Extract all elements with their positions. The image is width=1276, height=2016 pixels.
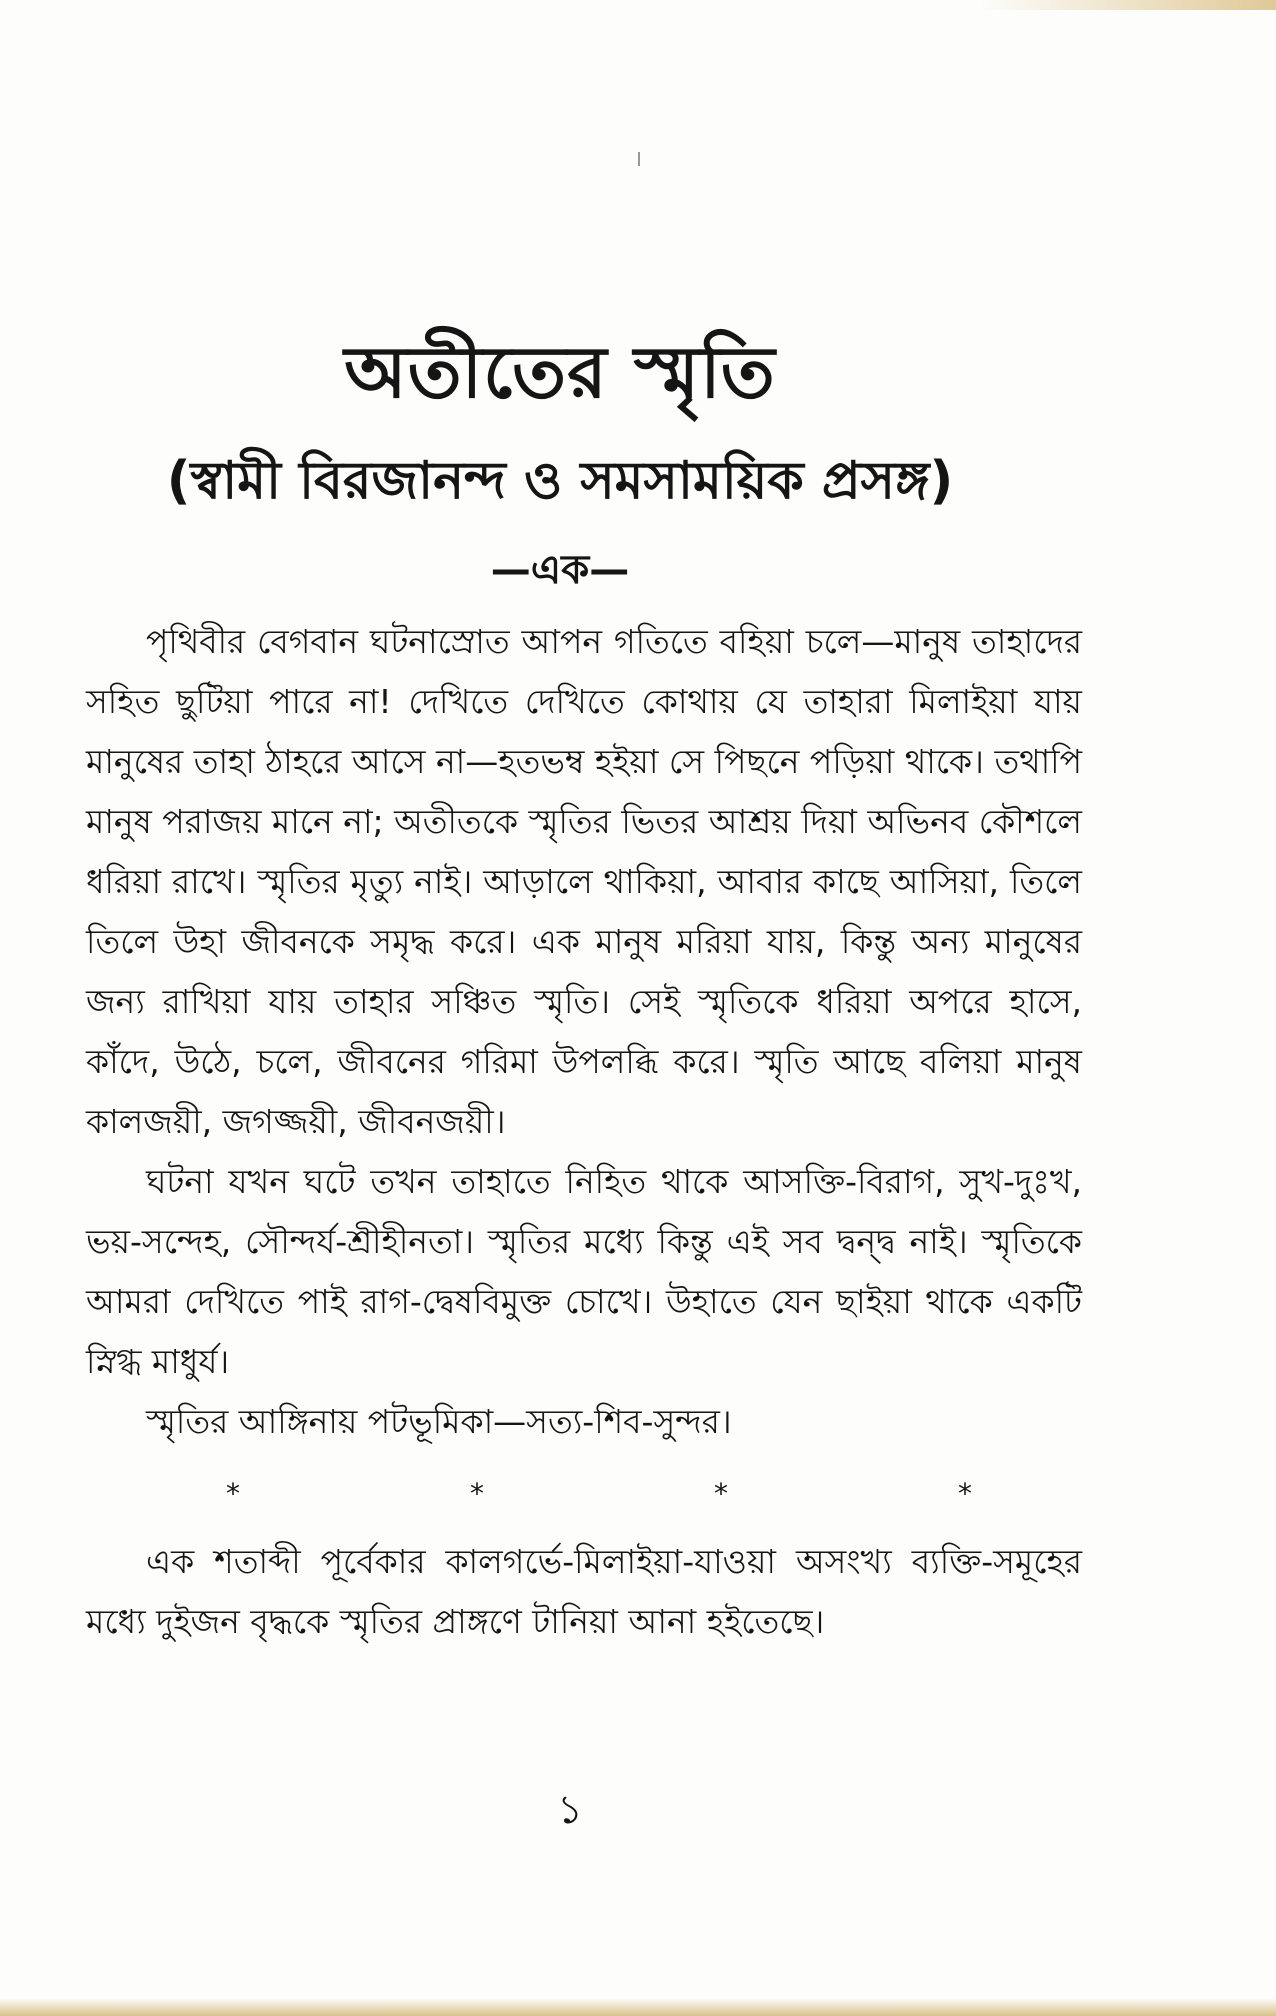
- page-number: ১: [557, 1787, 583, 1833]
- separator-star: *: [470, 1477, 484, 1510]
- paper-edge-bottom: [0, 1998, 1276, 2016]
- section-separator: [86, 1474, 1082, 1514]
- paragraph: ঘটনা যখন ঘটে তখন তাহাতে নিহিত থাকে আসক্তি-বিরাগ, সুখ-দুঃখ, ভয়-সন্দেহ, সৌন্দর্য-শ্রীহীনতা। স্মৃতির মধ্যে কিন্তু এই সব দ্বন্দ্ব নাই। স্মৃতিকে আমরা দেখিতে পাই রাগ-দ্বেষবিমুক্ত চোখে। উহাতে যেন ছাইয়া থাকে একটি স্নিগ্ধ মাধুর্য।: [86, 1162, 1082, 1381]
- chapter-subtitle: (স্বামী বিরজানন্দ ও সমসাময়িক প্রসঙ্গ): [166, 451, 954, 511]
- paper-speck: [638, 152, 640, 166]
- separator-star: *: [226, 1477, 240, 1510]
- paper-edge-top: [980, 0, 1276, 10]
- body-text: [86, 612, 1082, 1652]
- closing-paragraph: এক শতাব্দী পূর্বেকার কালগর্ভে-মিলাইয়া-যাওয়া অসংখ্য ব্যক্তি-সমূহের মধ্যে দুইজন বৃদ্ধকে স্মৃতির প্রাঙ্গণে টানিয়া আনা হইতেছে।: [86, 1542, 1082, 1641]
- separator-star: *: [714, 1477, 728, 1510]
- paragraph: পৃথিবীর বেগবান ঘটনাস্রোত আপন গতিতে বহিয়া চলে—মানুষ তাহাদের সহিত ছুটিয়া পারে না! দেখিতে দেখিতে কোথায় যে তাহারা মিলাইয়া যায় মানুষের তাহা ঠাহরে আসে না—হতভম্ব হইয়া সে পিছনে পড়িয়া থাকে। তথাপি মানুষ পরাজয় মানে না; অতীতকে স্মৃতির ভিতর আশ্রয় দিয়া অভিনব কৌশলে ধরিয়া রাখে। স্মৃতির মৃত্যু নাই। আড়ালে থাকিয়া, আবার কাছে আসিয়া, তিলে তিলে উহা জীবনকে সমৃদ্ধ করে। এক মানুষ মরিয়া যায়, কিন্তু অন্য মানুষের জন্য রাখিয়া যায় তাহার সঞ্চিত স্মৃতি। সেই স্মৃতিকে ধরিয়া অপরে হাসে, কাঁদে, উঠে, চলে, জীবনের গরিমা উপলব্ধি করে। স্মৃতি আছে বলিয়া মানুষ কালজয়ী, জগজ্জয়ী, জীবনজয়ী।: [86, 622, 1082, 1141]
- separator-star: *: [958, 1477, 972, 1510]
- paragraph: স্মৃতির আঙ্গিনায় পটভূমিকা—সত্য-শিব-সুন্দর।: [146, 1402, 732, 1441]
- section-heading: —এক—: [490, 547, 630, 593]
- chapter-title: অতীতের স্মৃতি: [344, 330, 776, 414]
